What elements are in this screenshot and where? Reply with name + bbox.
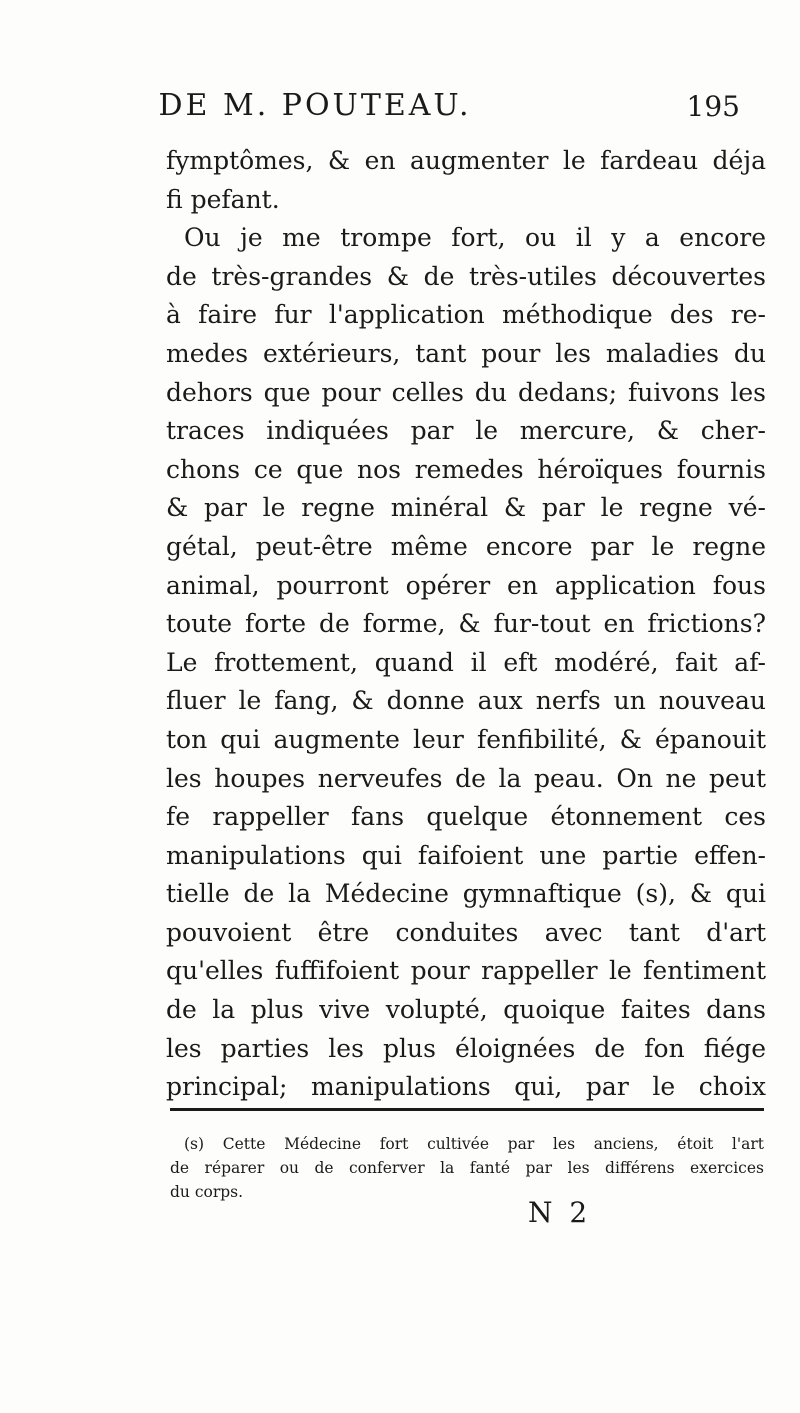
text-line: Le frottement, quand il eft modéré, fait af- [166, 647, 766, 677]
text-line: tielle de la Médecine gymnaftique (s), & qui [166, 879, 766, 909]
text-line: à faire fur l'application méthodique des re- [166, 300, 766, 330]
text-line: fe rappeller fans quelque étonnement ces [166, 802, 766, 832]
text-line: & par le regne minéral & par le regne vé- [166, 493, 766, 523]
text-line: manipulations qui faifoient une partie effen- [166, 840, 766, 870]
text-line: principal; manipulations qui, par le choix [166, 1072, 766, 1102]
text-line: dehors que pour celles du dedans; fuivons les [166, 377, 766, 407]
text-line: de la plus vive volupté, quoique faites dans [166, 995, 766, 1025]
text-line: fi pefant. [166, 184, 280, 214]
text-line: fluer le fang, & donne aux nerfs un nouveau [166, 686, 766, 716]
footnote-line: (s) Cette Médecine fort cultivée par les anciens, étoit l'art [184, 1135, 764, 1153]
text-line: de très-grandes & de très-utiles découvertes [166, 261, 766, 291]
text-line: les houpes nerveufes de la peau. On ne peut [166, 763, 766, 793]
page-number: 195 [686, 90, 740, 123]
footnote-rule [170, 1108, 764, 1111]
text-line: animal, pourront opérer en application fous [166, 570, 766, 600]
footnote [170, 1132, 764, 1204]
text-line: Ou je me trompe fort, ou il y a encore [184, 223, 766, 253]
text-line: gétal, peut-être même encore par le regne [166, 531, 766, 561]
footnote-line: du corps. [170, 1183, 244, 1201]
text-line: qu'elles fuffifoient pour rappeller le fentiment [166, 956, 766, 986]
text-line: ton qui augmente leur fenfibilité, & épanouit [166, 724, 766, 754]
text-line: chons ce que nos remedes héroïques fournis [166, 454, 766, 484]
footnote-line: de réparer ou de conferver la fanté par les différens exercices [170, 1159, 764, 1177]
text-line: traces indiquées par le mercure, & cher- [166, 416, 766, 446]
text-line: toute forte de forme, & fur-tout en frictions? [166, 609, 766, 639]
text-line: pouvoient être conduites avec tant d'art [166, 917, 766, 947]
page-header [100, 88, 740, 128]
text-line: les parties les plus éloignées de fon fiége [166, 1033, 766, 1063]
body-text [166, 142, 766, 1107]
signature-mark: N 2 [528, 1196, 592, 1229]
text-line: fymptômes, & en augmenter le fardeau déja [166, 146, 766, 175]
text-line: medes extérieurs, tant pour les maladies du [166, 338, 766, 368]
running-head: DE M. POUTEAU. [158, 88, 472, 123]
